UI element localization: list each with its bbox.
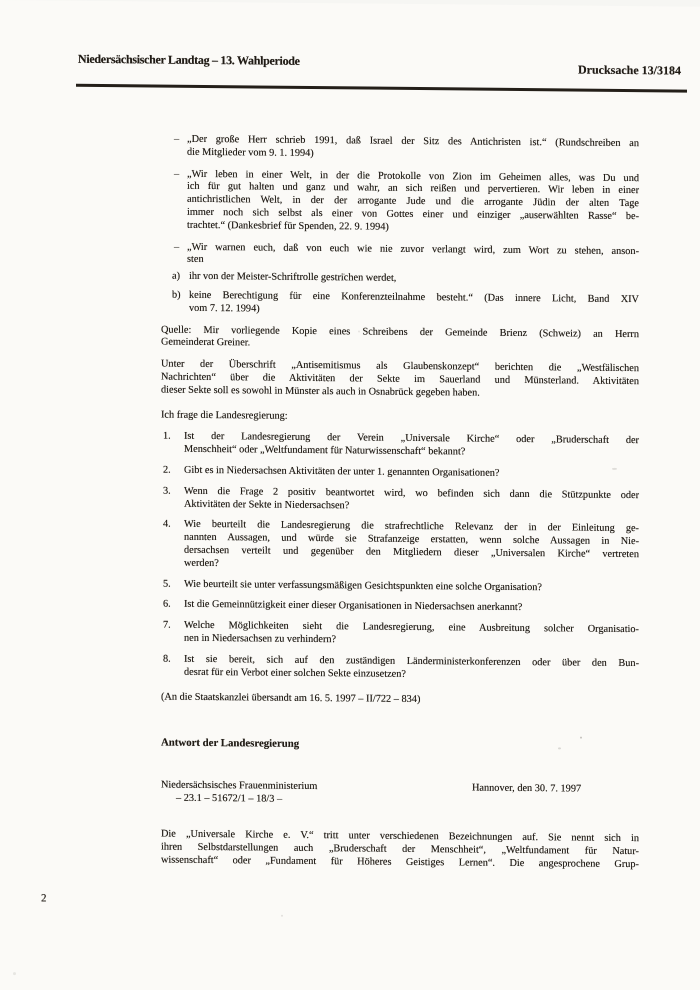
list-item: [161, 134, 639, 164]
text-line: Menschheit“ oder „Weltfundament für Naturwissenschaft“ bekannt?: [184, 443, 466, 458]
paragraph: [161, 324, 639, 354]
list-item: [161, 168, 639, 237]
list-item: [161, 431, 639, 461]
text-line: Unter der Überschrift „Antisemitismus als Glaubenskonzept“ berichten die „Westfälischen: [161, 358, 639, 375]
text-line: Wie beurteilt sie unter verfassungsmäßigen Gesichtspunkten eine solche Organisation?: [184, 578, 542, 593]
paragraph: [161, 692, 639, 709]
text-line: Welche Möglichkeiten sieht die Landesregierung, eine Ausbreitung solcher Organisatio-: [184, 619, 639, 636]
scan-speck: [358, 330, 360, 332]
list-item: [161, 578, 639, 595]
text-line: nen in Niedersachsen zu verhindern?: [184, 632, 337, 646]
scan-speck: [558, 747, 561, 749]
text-line: Die „Universale Kirche e. V.“ tritt unter verschiedenen Bezeichnungen auf. Sie nennt sich in: [161, 829, 639, 845]
text-line: Gibt es in Niedersachsen Aktivitäten der unter 1. genannten Organisationen?: [184, 464, 500, 479]
text-line: Ist der Landesregierung der Verein „Universale Kirche“ oder „Bruderschaft der: [184, 431, 639, 447]
text-line: die Mitglieder vom 9. 1. 1994): [187, 146, 314, 159]
scan-speck: [281, 915, 283, 917]
text-line: Wenn die Frage 2 positiv beantwortet wird, wo befinden sich dann die Stützpunkte oder: [184, 485, 639, 501]
text-line: „Wir leben in einer Welt, in der die Protokolle von Zion im Geheimen alles, was Du und: [187, 168, 639, 184]
text-line: Gemeinderat Greiner.: [161, 336, 251, 349]
text-line: Ist die Gemeinnützigkeit einer dieser Organisationen in Niedersachsen anerkannt?: [184, 599, 523, 614]
list-item: [161, 485, 639, 515]
text-line: dieser Sekte soll es sowohl in Münster als auch in Osnabrück gegeben haben.: [161, 384, 480, 399]
text-line: Wie beurteilt die Landesregierung die strafrechtliche Relevanz der in der Einleitung ge-: [184, 519, 639, 535]
paragraph: [161, 829, 639, 872]
text-line: sten: [187, 254, 204, 266]
text-line: Ich frage die Landesregierung:: [161, 409, 288, 422]
list-item: [161, 519, 639, 575]
list-marker: 2.: [163, 464, 171, 476]
text-line: ihr von der Meister-Schriftrolle gestrichen werdet,: [189, 270, 397, 284]
header-legislature: Niedersächsischer Landtag – 13. Wahlperiode: [78, 51, 300, 68]
question-section: [161, 134, 639, 710]
list-item: [161, 241, 639, 271]
text-line: Nachrichten“ über die Aktivitäten der Sekte im Sauerland und Münsterland. Aktivitäten: [161, 371, 639, 388]
header-document-number: Drucksache 13/3184: [578, 62, 681, 78]
place-date: Hannover, den 30. 7. 1997: [472, 782, 582, 795]
text-line: immer noch sich selbst als einer von Gottes einer und einziger „auserwählten Rasse“ be-: [187, 206, 639, 223]
paragraph: [161, 409, 639, 426]
text-line: nannten Aussagen, und würde sie Strafanzeige erstatten, wenn solche Aussagen in Nie-: [184, 531, 639, 548]
list-marker: –: [174, 133, 180, 145]
text-line: werden?: [184, 557, 219, 569]
scan-speck: [580, 737, 582, 739]
list-item: [161, 599, 639, 616]
file-reference: – 23.1 – 51672/1 – 18/3 –: [176, 792, 283, 805]
page-number: 2: [41, 892, 47, 905]
paragraph: [161, 359, 639, 402]
answer-heading: Antwort der Landesregierung: [161, 736, 300, 750]
list-item: [161, 653, 639, 683]
text-line: „Wir warnen euch, daß von euch wie nie zuvor verlangt wird, zum Wort zu stehen, anson-: [187, 241, 639, 257]
list-item: [161, 271, 639, 288]
list-item: [161, 464, 639, 481]
text-line: keine Berechtigung für eine Konferenzteilnahme besteht.“ (Das innere Licht, Band XIV: [189, 289, 639, 306]
text-line: Quelle: Mir vorliegende Kopie eines Schreibens der Gemeinde Brienz (Schweiz) an Herrn: [161, 324, 639, 340]
text-line: (An die Staatskanzlei übersandt am 16. 5. 1997 – II/722 – 834): [161, 691, 421, 706]
ministry-name: Niedersächsisches Frauenministerium: [161, 779, 318, 792]
scan-speck: [343, 273, 345, 275]
header-rule: [76, 84, 687, 92]
list-marker: 1.: [163, 430, 171, 442]
text-line: dersachsen verteilt und gegenüber den Mitgliedern dieser „Universalen Kirche“ vertreten: [184, 544, 639, 561]
list-marker: b): [172, 289, 181, 301]
text-line: Aktivitäten der Sekte in Niedersachsen?: [184, 498, 350, 511]
list-marker: –: [174, 241, 180, 253]
scan-speck: [13, 972, 16, 975]
text-line: antichristlichen Welt, in der der arrogante Jude und die arrogante Jüdin der alten Tage: [187, 193, 639, 210]
list-marker: 6.: [163, 598, 171, 610]
list-marker: a): [172, 270, 180, 282]
list-item: [161, 290, 639, 320]
list-marker: –: [174, 168, 180, 180]
text-line: vom 7. 12. 1994): [189, 302, 260, 315]
scan-speck: [612, 468, 617, 470]
text-line: desrat für ein Verbot einer solchen Sekte einzusetzen?: [184, 666, 406, 680]
list-marker: 3.: [163, 485, 171, 497]
list-item: [161, 620, 639, 650]
list-marker: 4.: [163, 518, 171, 530]
text-line: Ist sie bereit, sich auf den zuständigen Länderministerkonferenzen oder über den Bun-: [184, 653, 639, 669]
list-marker: 7.: [163, 619, 171, 631]
text-line: trachtet.“ (Dankesbrief für Spenden, 22. 9. 1994): [187, 219, 389, 233]
list-marker: 5.: [163, 578, 171, 590]
answer-body: [161, 829, 639, 872]
text-line: wissenschaft“ oder „Fundament für Höheres Geistiges Lernen“. Die angesprochene Grup-: [161, 854, 639, 871]
text-line: ihren Selbstdarstellungen auch „Bruderschaft der Menschheit“, „Weltfundament für Natur-: [161, 841, 639, 858]
text-line: „Der große Herr schrieb 1991, daß Israel der Sitz des Antichristen ist.“ (Rundschreiben an: [187, 133, 639, 150]
list-marker: 8.: [163, 653, 171, 665]
document-body: [161, 134, 639, 872]
text-line: ich für gut halten und ganz und wahr, an sich reißen und pervertieren. Wir leben in einer: [187, 181, 639, 197]
